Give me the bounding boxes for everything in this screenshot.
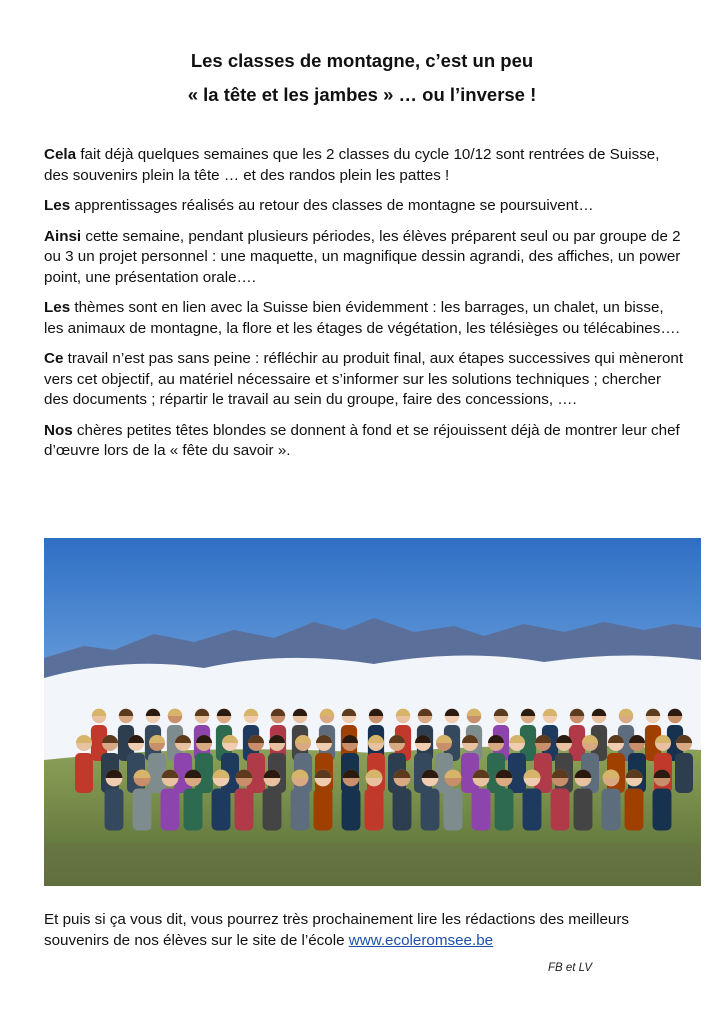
person bbox=[263, 770, 282, 831]
school-website-link[interactable]: www.ecoleromsee.be bbox=[348, 931, 494, 949]
paragraph-text: cette semaine, pendant plusieurs périodes, les élèves préparent seul ou par groupe de 2 ou 3 un projet personnel : une maquette, un magnifique dessin agrandi, des affiches, un power point, une présentation orale…. bbox=[44, 227, 681, 286]
paragraph-text: chères petites têtes blondes se donnent à fond et se réjouissent déjà de montrer leur chef d’œuvre lors de la « fête du savoir ». bbox=[44, 421, 680, 459]
person bbox=[105, 770, 124, 831]
paragraph-2 bbox=[44, 196, 684, 217]
path bbox=[44, 843, 701, 886]
paragraph-3 bbox=[44, 227, 684, 289]
paragraph-lead: Ce bbox=[44, 350, 64, 367]
title-line-1: Les classes de montagne, c’est un peu bbox=[190, 50, 534, 71]
paragraph-text: apprentissages réalisés au retour des classes de montagne se poursuivent… bbox=[70, 197, 594, 214]
person bbox=[444, 770, 463, 831]
paragraph-lead: Cela bbox=[44, 146, 77, 163]
person bbox=[653, 770, 672, 831]
person bbox=[291, 770, 310, 831]
group-photo bbox=[44, 538, 701, 886]
article-body bbox=[44, 145, 684, 472]
paragraph-5 bbox=[44, 349, 684, 411]
signature: FB et LV bbox=[548, 962, 593, 974]
mountain-group-photo bbox=[44, 538, 701, 886]
person bbox=[569, 709, 585, 761]
paragraph-text: travail n’est pas sans peine : réfléchir au produit final, aux étapes successives qui mèneront vers cet objectif, au matériel nécessaire et s’informer sur les solutions techniques ; chercher des documents ; répartir le travail au sein du groupe, faire des concessions, …. bbox=[44, 350, 684, 408]
article-title bbox=[0, 44, 724, 112]
person bbox=[551, 770, 570, 831]
paragraph-4 bbox=[44, 298, 684, 339]
person bbox=[247, 735, 265, 793]
paragraph-lead: Nos bbox=[44, 421, 73, 439]
person bbox=[602, 770, 621, 831]
paragraph-text: fait déjà quelques semaines que les 2 classes du cycle 10/12 sont rentrées de Suisse, des souvenirs plein la tête … et des randos plein les pattes ! bbox=[44, 146, 660, 184]
person bbox=[133, 770, 152, 831]
person bbox=[212, 770, 231, 831]
title-line-2: « la tête et les jambes » … ou l’inverse ! bbox=[187, 84, 537, 105]
person bbox=[365, 770, 384, 831]
person bbox=[421, 770, 440, 831]
person bbox=[495, 770, 514, 831]
person bbox=[342, 770, 361, 831]
person bbox=[393, 770, 412, 831]
person bbox=[75, 735, 93, 793]
footer-note bbox=[44, 910, 694, 951]
person bbox=[184, 770, 203, 831]
person bbox=[91, 709, 107, 761]
paragraph-lead: Les bbox=[44, 299, 71, 316]
paragraph-lead: Les bbox=[44, 197, 71, 214]
footer-text: Et puis si ça vous dit, vous pourrez très prochainement lire les rédactions des meilleurs souvenirs de nos élèves sur le site de l’école bbox=[44, 911, 629, 949]
paragraph-1 bbox=[44, 145, 684, 186]
person bbox=[675, 735, 693, 793]
person bbox=[520, 709, 536, 761]
person bbox=[472, 770, 491, 831]
person bbox=[574, 770, 593, 831]
paragraph-lead: Ainsi bbox=[44, 227, 82, 245]
person bbox=[235, 770, 254, 831]
paragraph-text: thèmes sont en lien avec la Suisse bien évidemment : les barrages, un chalet, un bisse, les animaux de montagne, la flore et les étages de végétation, les télésièges ou télécabines…. bbox=[44, 299, 680, 337]
person bbox=[625, 770, 644, 831]
person bbox=[148, 735, 166, 793]
paragraph-6 bbox=[44, 421, 684, 462]
person bbox=[161, 770, 180, 831]
person bbox=[523, 770, 542, 831]
person bbox=[314, 770, 333, 831]
person bbox=[508, 735, 526, 793]
